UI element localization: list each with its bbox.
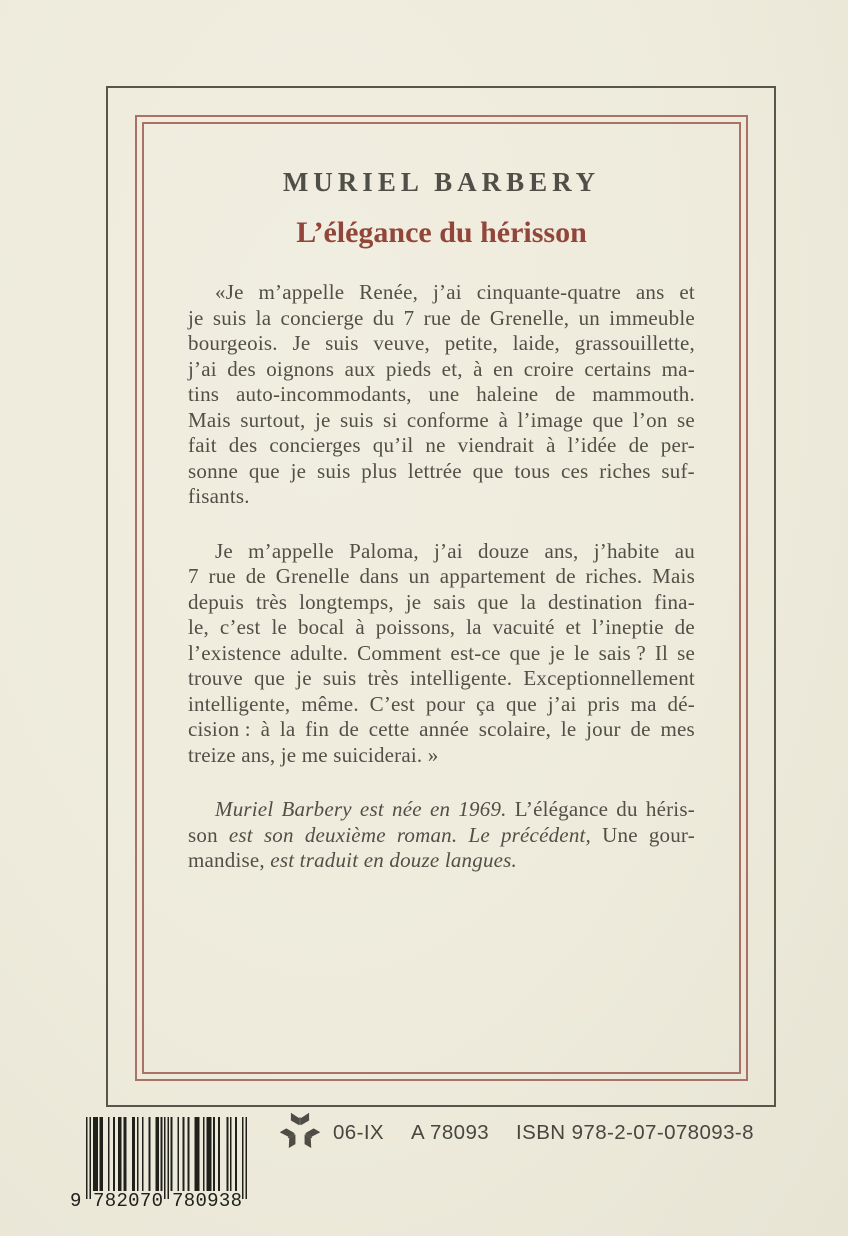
text-line: trouve que je suis très intelligente. Exceptionnellement bbox=[188, 666, 695, 690]
edition-code: 06-IX bbox=[333, 1121, 384, 1144]
text-line: cision : à la fin de cette année scolaire, le jour de mes bbox=[188, 717, 695, 741]
barcode-digit-lead: 9 bbox=[70, 1190, 82, 1212]
cover-content bbox=[144, 124, 739, 1072]
ean-barcode bbox=[70, 1117, 247, 1217]
text-line: fait des concierges qu’il ne viendrait à l’idée de per- bbox=[188, 433, 695, 457]
text-line: depuis très longtemps, je sais que la destination fina- bbox=[188, 589, 695, 614]
text-line: fisants. bbox=[188, 484, 250, 508]
barcode-digit-group-1: 7 8 2 0 7 0 bbox=[93, 1190, 163, 1212]
three-books-icon bbox=[277, 1108, 323, 1154]
text-line: intelligente, même. C’est pour ça que j’ai pris ma dé- bbox=[188, 691, 695, 716]
text-line: son est son deuxième roman. Le précédent, Une gour- bbox=[188, 822, 695, 847]
text-line: le, c’est le bocal à poissons, la vacuité et l’ineptie de bbox=[188, 615, 695, 639]
text-line: l’existence adulte. Comment est-ce que je le sais ? Il se bbox=[188, 640, 695, 665]
isbn-code: ISBN 978-2-07-078093-8 bbox=[516, 1121, 754, 1144]
blurb-paragraph bbox=[188, 797, 695, 874]
text-line: Mais surtout, je suis si conforme à l’image que l’on se bbox=[188, 407, 695, 432]
catalog-code: A 78093 bbox=[411, 1121, 490, 1144]
barcode-digits bbox=[70, 1190, 247, 1216]
book-title: L’élégance du hérisson bbox=[296, 216, 587, 249]
back-cover-blurb bbox=[188, 280, 695, 874]
barcode-bars bbox=[86, 1117, 247, 1199]
text-line: Muriel Barbery est née en 1969. L’élégance du héris- bbox=[215, 797, 695, 821]
text-line: 7 rue de Grenelle dans un appartement de riches. Mais bbox=[188, 564, 695, 588]
text-line: je suis la concierge du 7 rue de Grenelle, un immeuble bbox=[188, 305, 695, 330]
text-line: tins auto-incommodants, une haleine de mammouth. bbox=[188, 382, 695, 406]
barcode-digit-group-2: 7 8 0 9 3 8 bbox=[172, 1190, 242, 1212]
text-line: sonne que je suis plus lettrée que tous ces riches suf- bbox=[188, 458, 695, 483]
text-line: bourgeois. Je suis veuve, petite, laide, grassouillette, bbox=[188, 331, 695, 355]
outer-rule-frame bbox=[106, 86, 776, 1107]
author-name: MURIEL BARBERY bbox=[282, 167, 601, 197]
print-codes-line bbox=[333, 1121, 754, 1145]
inner-double-red-frame-line2 bbox=[142, 122, 741, 1074]
text-line: treize ans, je me suiciderai. » bbox=[188, 742, 439, 767]
text-line: «Je m’appelle Renée, j’ai cinquante-quatre ans et bbox=[215, 280, 695, 304]
text-line: j’ai des oignons aux pieds et, à en croire certains ma- bbox=[188, 356, 695, 381]
text-line: Je m’appelle Paloma, j’ai douze ans, j’habite au bbox=[215, 538, 695, 563]
blurb-paragraph bbox=[188, 539, 695, 769]
blurb-paragraph bbox=[188, 280, 695, 510]
inner-double-red-frame bbox=[135, 115, 748, 1081]
text-line: mandise, est traduit en douze langues. bbox=[188, 848, 517, 872]
